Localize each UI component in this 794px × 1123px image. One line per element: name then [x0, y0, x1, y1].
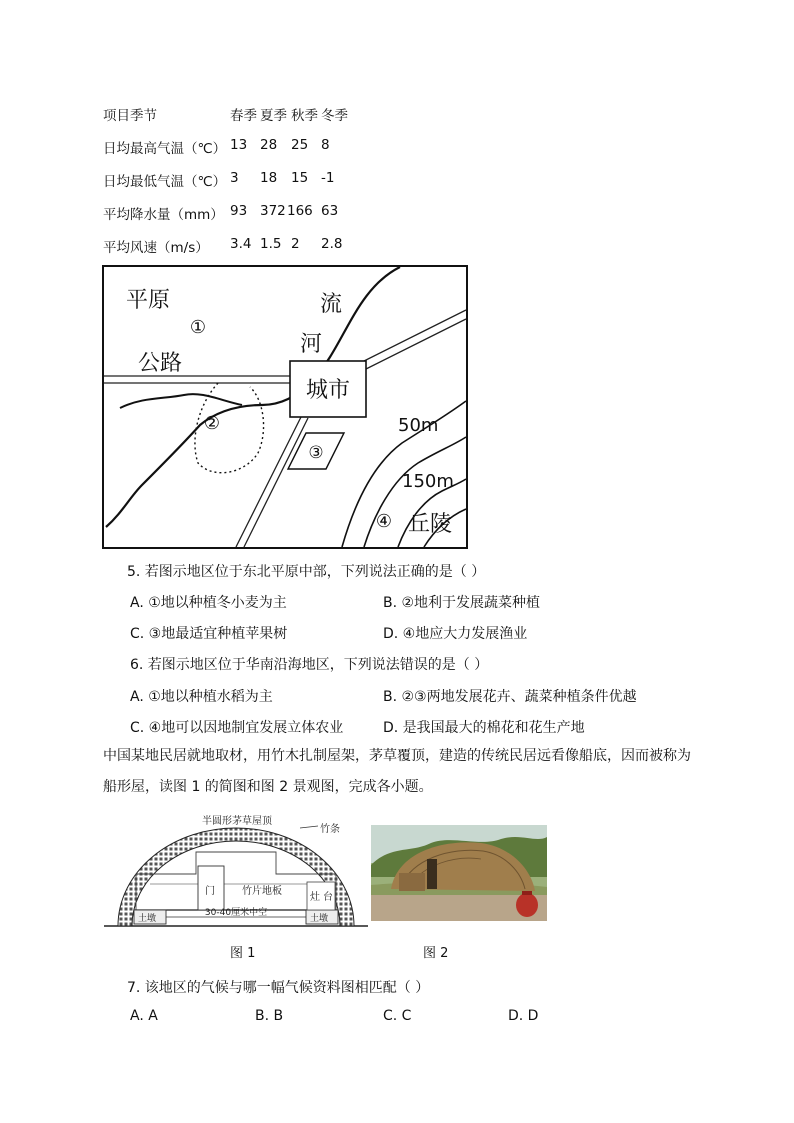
header-spring: 春季	[230, 108, 257, 124]
fig1-base-right-label: 土墩	[310, 914, 329, 924]
q7-option-c[interactable]: C. C	[383, 1008, 412, 1024]
table-cell: -1	[321, 170, 335, 186]
passage-text: 中国某地民居就地取材，用竹木扎制屋架，茅草覆顶，建造的传统民居远看像船底，因而被称为船形屋，读图 1 的简图和图 2 景观图，完成各小题。	[103, 748, 691, 795]
header-summer: 夏季	[260, 108, 287, 124]
table-cell: 3.4	[230, 236, 252, 252]
fig1-base-left-label: 土墩	[138, 914, 157, 924]
q6-stem: 6. 若图示地区位于华南沿海地区，下列说法错误的是（ ）	[130, 657, 489, 673]
table-cell: 63	[321, 203, 339, 219]
row-label: 平均风速（m/s）	[103, 240, 209, 256]
table-cell: 3	[230, 170, 239, 186]
q7-option-a[interactable]: A. A	[130, 1008, 158, 1024]
plain-label: 平原	[126, 288, 171, 313]
marker-1: ①	[189, 317, 207, 338]
contour-150m-label: 150m	[402, 471, 454, 492]
q6-option-a[interactable]: A. ①地以种植水稻为主	[130, 689, 273, 705]
q7-option-b[interactable]: B. B	[255, 1008, 284, 1024]
figure-2-hut-photo	[371, 825, 547, 921]
table-cell: 25	[291, 137, 309, 153]
marker-4: ④	[375, 511, 393, 532]
fig1-floor-label: 竹片地板	[242, 886, 282, 897]
table-cell: 2	[291, 236, 300, 252]
table-cell: 28	[260, 137, 278, 153]
marker-3: ③	[308, 443, 324, 463]
row-label: 日均最低气温（℃）	[103, 174, 227, 190]
row-label: 平均降水量（mm）	[103, 207, 224, 223]
river-label-2: 河	[300, 332, 323, 357]
figure-1-house-sketch	[104, 812, 368, 934]
table-cell: 93	[230, 203, 248, 219]
q5-option-d[interactable]: D. ④地应大力发展渔业	[383, 626, 528, 642]
table-cell: 2.8	[321, 236, 343, 252]
road-label: 公路	[138, 351, 183, 376]
q5-option-c[interactable]: C. ③地最适宜种植苹果树	[130, 626, 288, 642]
q7-stem: 7. 该地区的气候与哪一幅气候资料图相匹配（ ）	[127, 980, 430, 996]
table-cell: 1.5	[260, 236, 282, 252]
q7-option-d[interactable]: D. D	[508, 1008, 539, 1024]
q6-option-c[interactable]: C. ④地可以因地制宜发展立体农业	[130, 720, 344, 736]
contour-50m-label: 50m	[398, 415, 439, 436]
q6-option-b[interactable]: B. ②③两地发展花卉、蔬菜种植条件优越	[383, 689, 637, 705]
table-cell: 8	[321, 137, 330, 153]
table-cell: 13	[230, 137, 248, 153]
hills-label: 丘陵	[408, 512, 453, 537]
fig1-door-label: 门	[205, 886, 215, 897]
marker-2: ②	[203, 413, 221, 434]
region-map	[102, 265, 468, 549]
header-autumn: 秋季	[291, 108, 318, 124]
river-label-1: 流	[320, 292, 343, 317]
q6-option-d[interactable]: D. 是我国最大的棉花和花生产地	[383, 720, 585, 736]
fig1-stove-label-1: 灶	[310, 892, 320, 903]
table-cell: 15	[291, 170, 309, 186]
q5-option-a[interactable]: A. ①地以种植冬小麦为主	[130, 595, 287, 611]
fig1-roof-label: 半圆形茅草屋顶	[202, 816, 272, 827]
fig1-hollow-label: 30-40厘米中空	[204, 908, 268, 918]
table-cell: 18	[260, 170, 278, 186]
table-cell: 166	[287, 203, 313, 219]
header-winter: 冬季	[321, 108, 348, 124]
fig1-bamboo-label: 竹条	[320, 824, 340, 835]
figure-1-caption: 图 1	[230, 946, 256, 961]
q5-stem: 5. 若图示地区位于东北平原中部，下列说法正确的是（ ）	[127, 564, 486, 580]
row-label: 日均最高气温（℃）	[103, 141, 227, 157]
header-label: 项目季节	[103, 108, 157, 124]
fig1-stove-label-2: 台	[323, 892, 333, 903]
table-cell: 372	[260, 203, 286, 219]
q5-option-b[interactable]: B. ②地利于发展蔬菜种植	[383, 595, 541, 611]
city-label: 城市	[305, 378, 351, 403]
figure-2-caption: 图 2	[423, 946, 449, 961]
